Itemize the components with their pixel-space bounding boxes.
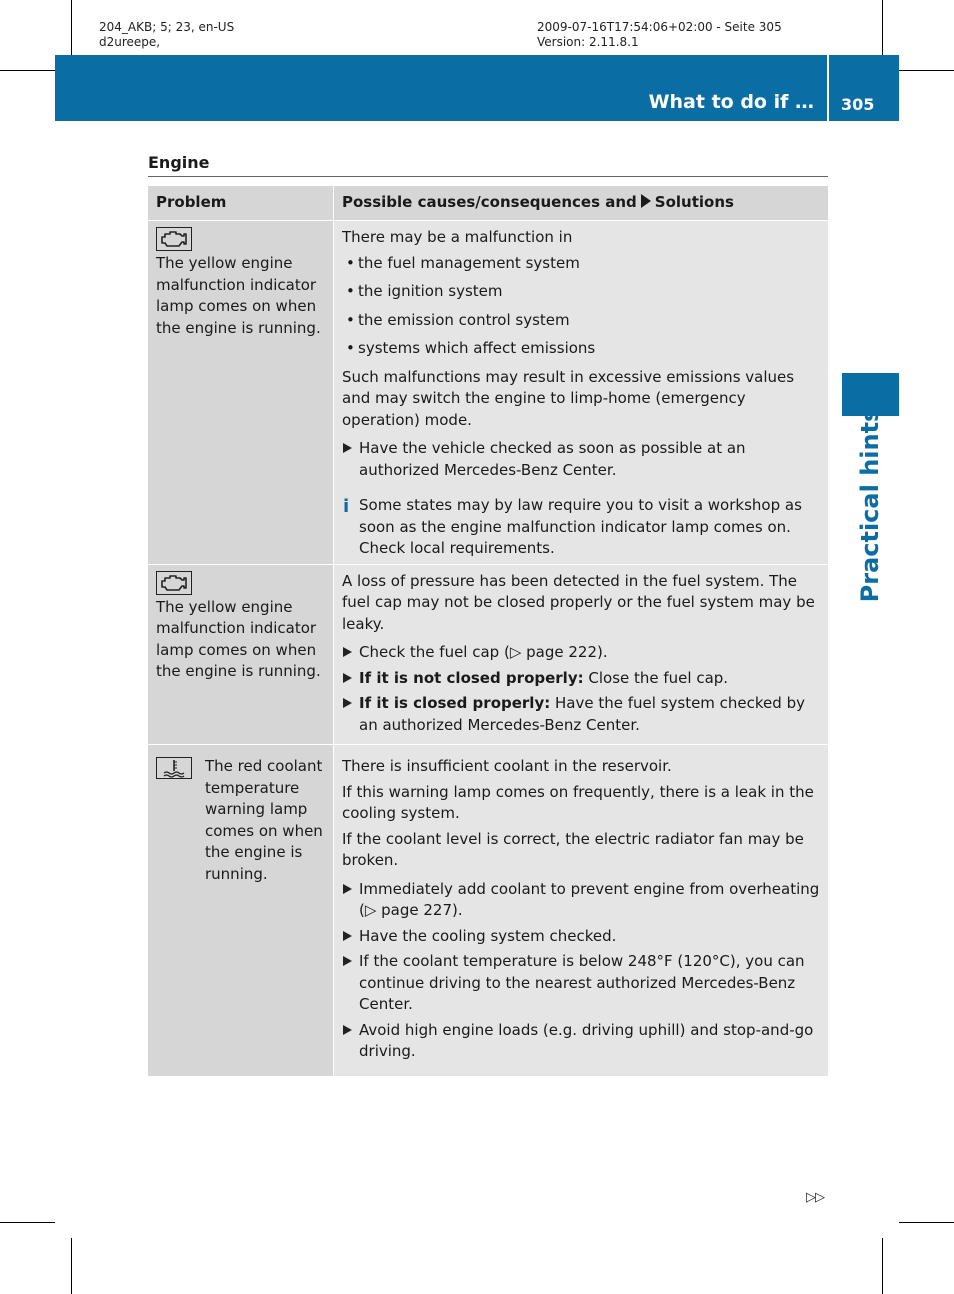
step-arrow-icon	[343, 647, 352, 657]
solution-step	[342, 951, 820, 1016]
chapter-title: What to do if …	[648, 91, 814, 113]
step-text: Immediately add coolant to prevent engine from overheating (▷ page 227).	[359, 879, 820, 919]
consequence-text: A loss of pressure has been detected in the fuel system. The fuel cap may not be closed properly or the fuel system may be leaky.	[342, 571, 815, 633]
check-engine-icon	[156, 571, 192, 595]
list-item: • systems which affect emissions	[342, 338, 820, 360]
step-arrow-icon	[343, 443, 352, 453]
section-divider	[148, 176, 828, 177]
solution-step	[342, 1020, 820, 1063]
step-text: Avoid high engine loads (e.g. driving uphill) and stop-and-go driving.	[359, 1020, 814, 1060]
info-note	[342, 495, 820, 560]
coolant-temperature-icon	[156, 757, 192, 779]
crop-mark	[71, 0, 72, 55]
print-meta-line: 204_AKB; 5; 23, en-US	[99, 20, 235, 34]
step-arrow-icon	[343, 1025, 352, 1035]
info-icon: i	[343, 496, 350, 517]
cause-text: There is insufficient coolant in the reservoir.	[342, 757, 672, 775]
problem-cell	[148, 745, 334, 1077]
step-text: Have the cooling system checked.	[359, 926, 617, 945]
table-header-row	[148, 186, 828, 221]
problem-with-icon	[156, 756, 325, 885]
problem-text: The red coolant temperature warning lamp comes on when the engine is running.	[205, 757, 323, 883]
column-header-problem: Problem	[148, 186, 334, 221]
table-row	[148, 745, 828, 1077]
engine-problem-table	[148, 186, 828, 1077]
header-separator	[827, 55, 829, 121]
cause-text: If this warning lamp comes on frequently, there is a leak in the cooling system.	[342, 782, 814, 822]
crop-mark	[882, 1238, 883, 1294]
print-meta-left	[99, 20, 234, 50]
continued-mark: ▷▷	[806, 1190, 824, 1205]
step-condition: If it is closed properly:	[359, 694, 551, 712]
step-text: Have the fuel system checked by an authorized Mercedes-Benz Center.	[359, 694, 805, 734]
crop-mark	[0, 70, 55, 71]
list-item: • the emission control system	[342, 310, 820, 332]
consequence-text: Such malfunctions may result in excessive emissions values and may switch the engine to limp-home (emergency operation) mode.	[342, 367, 795, 429]
problem-cell	[148, 221, 334, 565]
solution-cell	[334, 565, 828, 746]
column-header-text: Solutions	[654, 193, 734, 212]
step-text: If the coolant temperature is below 248°F (120°C), you can continue driving to the nearest authorized Mercedes-Benz Center.	[359, 952, 805, 1013]
cause-text: If the coolant level is correct, the electric radiator fan may be broken.	[342, 829, 804, 869]
step-text: Check the fuel cap (▷ page 222).	[359, 643, 608, 661]
solution-cell	[334, 221, 828, 565]
table-row	[148, 221, 828, 565]
print-meta-line: Version: 2.11.8.1	[537, 35, 639, 49]
print-meta-right	[537, 20, 782, 50]
step-arrow-icon	[343, 931, 352, 941]
step-arrow-icon	[343, 884, 352, 894]
step-condition: If it is not closed properly:	[359, 668, 584, 687]
solution-step	[342, 693, 820, 736]
table-row	[148, 565, 828, 746]
problem-cell	[148, 565, 334, 746]
page-number: 305	[841, 95, 875, 114]
solution-step	[342, 438, 820, 481]
step-arrow-icon	[343, 956, 352, 966]
side-tab-text: Practical hints	[856, 407, 884, 603]
solution-step	[342, 668, 820, 690]
solution-step	[342, 879, 820, 922]
column-header-solutions	[334, 186, 828, 221]
problem-text: The yellow engine malfunction indicator lamp comes on when the engine is running.	[156, 254, 321, 337]
step-arrow-icon	[343, 673, 352, 683]
solution-arrow-icon	[641, 194, 651, 208]
column-header-text: Possible causes/consequences and	[342, 193, 637, 212]
solution-cell	[334, 745, 828, 1077]
cause-intro: There may be a malfunction in	[342, 228, 573, 246]
step-text: Have the vehicle checked as soon as possible at an authorized Mercedes-Benz Center.	[359, 439, 746, 479]
print-meta-line: 2009-07-16T17:54:06+02:00 - Seite 305	[537, 20, 782, 34]
list-item: • the ignition system	[342, 281, 820, 303]
section-title: Engine	[148, 153, 210, 172]
check-engine-icon	[156, 227, 192, 251]
crop-mark	[0, 1222, 55, 1223]
crop-mark	[899, 70, 954, 71]
crop-mark	[882, 0, 883, 55]
info-text: Some states may by law require you to visit a workshop as soon as the engine malfunction indicator lamp comes on. Check local requirements.	[359, 496, 802, 557]
list-item: • the fuel management system	[342, 253, 820, 275]
solution-step	[342, 642, 820, 664]
print-meta-line: d2ureepe,	[99, 35, 161, 49]
chapter-header-bar	[55, 55, 899, 121]
step-text: Close the fuel cap.	[583, 668, 729, 687]
problem-text: The yellow engine malfunction indicator lamp comes on when the engine is running.	[156, 597, 321, 680]
crop-mark	[899, 1222, 954, 1223]
solution-step	[342, 926, 820, 948]
crop-mark	[71, 1238, 72, 1294]
step-arrow-icon	[343, 698, 352, 708]
